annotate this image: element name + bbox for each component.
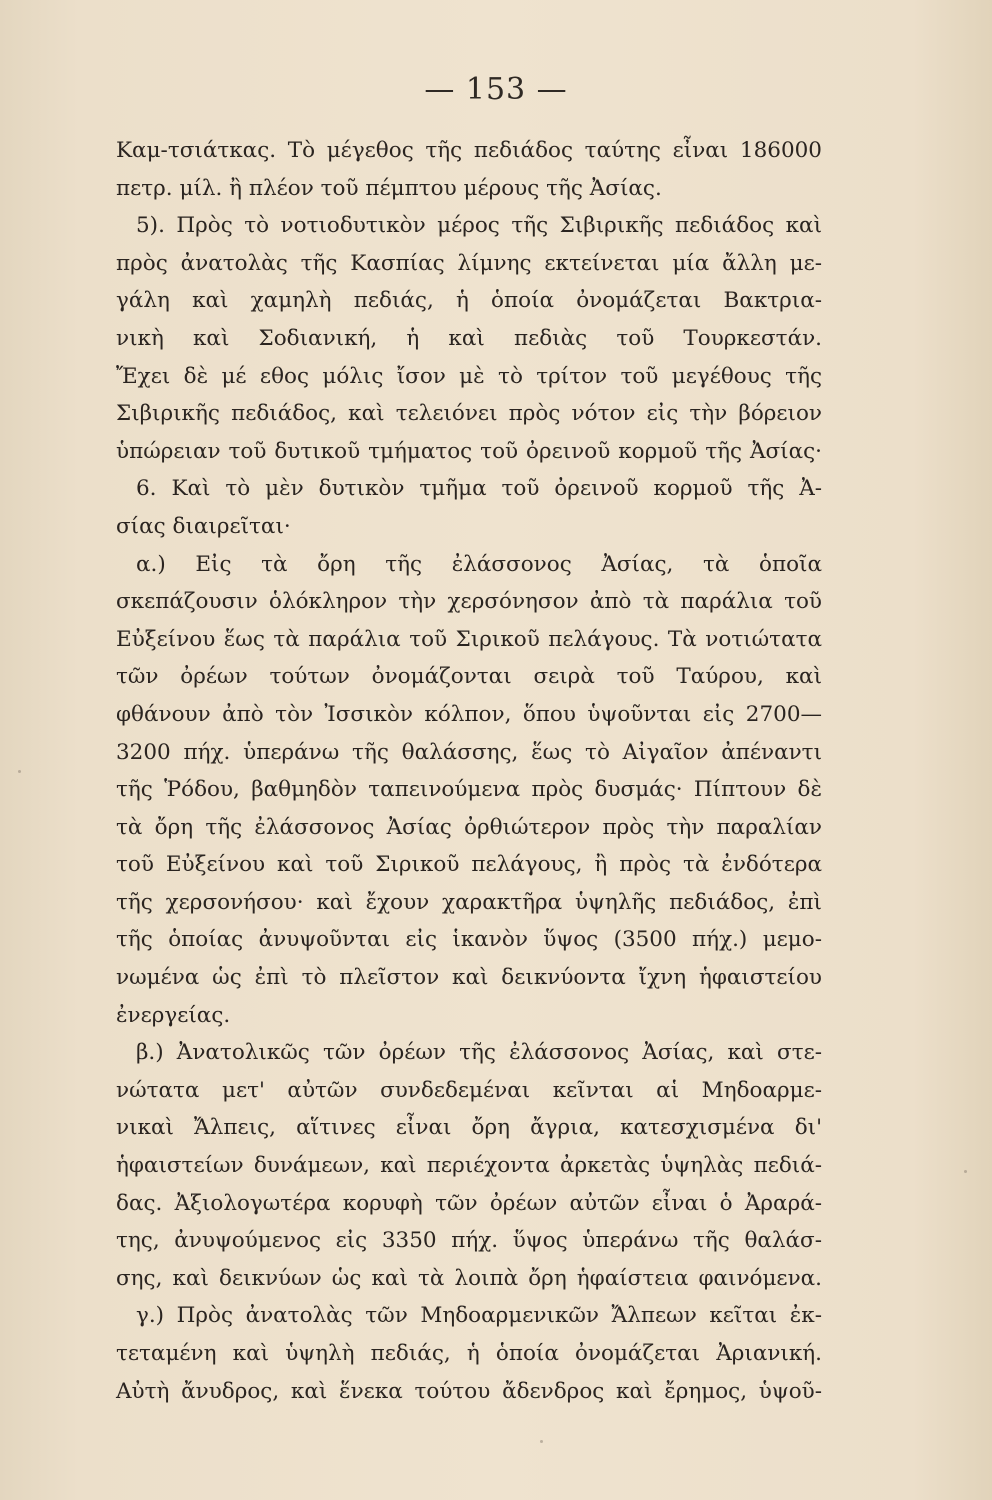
text-line: 3200 πήχ. ὑπεράνω τῆς θαλάσσης, ἕως τὸ Αἰγαῖον ἀπέναντι bbox=[116, 739, 822, 765]
text-line: σίας διαιρεῖται· bbox=[116, 513, 291, 539]
text-line: τῆς Ῥόδου, βαθμηδὸν ταπεινούμενα πρὸς δυσμάς· Πίπτουν δὲ bbox=[116, 777, 822, 803]
text-line: τῶν ὀρέων τούτων ὀνομάζονται σειρὰ τοῦ Ταύρου, καὶ bbox=[116, 664, 822, 690]
text-line: ἐνεργείας. bbox=[116, 1002, 231, 1028]
text-line: σκεπάζουσιν ὁλόκληρον τὴν χερσόνησον ἀπὸ τὰ παράλια τοῦ bbox=[116, 589, 822, 615]
text-line: νικὴ καὶ Σοδιανική, ἡ καὶ πεδιὰς τοῦ Τουρκεστάν. bbox=[116, 325, 822, 351]
text-line: 5). Πρὸς τὸ νοτιοδυτικὸν μέρος τῆς Σιβιρικῆς πεδιάδος καὶ bbox=[136, 213, 822, 239]
paper-speck bbox=[964, 1170, 967, 1173]
text-line: σης, καὶ δεικνύων ὡς καὶ τὰ λοιπὰ ὄρη ἡφαίστεια φαινόμενα. bbox=[116, 1265, 822, 1291]
page-number: — 153 — bbox=[424, 72, 568, 107]
text-line: νώτατα μετ' αὐτῶν συνδεδεμέναι κεῖνται αἱ Μηδοαρμε- bbox=[116, 1077, 822, 1103]
text-line: πρὸς ἀνατολὰς τῆς Κασπίας λίμνης εκτείνεται μία ἄλλη με- bbox=[116, 250, 822, 276]
paper-speck bbox=[18, 770, 21, 773]
text-line: φθάνουν ἀπὸ τὸν Ἰσσικὸν κόλπον, ὅπου ὑψοῦνται εἰς 2700— bbox=[116, 701, 822, 727]
text-line: τὰ ὄρη τῆς ἐλάσσονος Ἀσίας ὀρθιώτερον πρὸς τὴν παραλίαν bbox=[116, 814, 822, 840]
text-line: γάλη καὶ χαμηλὴ πεδιάς, ἡ ὁποία ὀνομάζεται Βακτρια- bbox=[116, 288, 822, 314]
text-line: Εὐξείνου ἕως τὰ παράλια τοῦ Σιρικοῦ πελάγους. Τὰ νοτιώτατα bbox=[116, 626, 822, 652]
text-line: δας. Ἀξιολογωτέρα κορυφὴ τῶν ὀρέων αὐτῶν εἶναι ὁ Ἀραρά- bbox=[116, 1190, 822, 1216]
text-line: Σιβιρικῆς πεδιάδος, καὶ τελειόνει πρὸς νότον εἰς τὴν βόρειον bbox=[116, 401, 822, 427]
text-line: Ἔχει δὲ μέ εθος μόλις ἴσον μὲ τὸ τρίτον τοῦ μεγέθους τῆς bbox=[116, 363, 822, 389]
text-line: 6. Καὶ τὸ μὲν δυτικὸν τμῆμα τοῦ ὀρεινοῦ κορμοῦ τῆς Ἀ- bbox=[136, 476, 822, 502]
text-line: β.) Ἀνατολικῶς τῶν ὀρέων τῆς ἐλάσσονος Ἀσίας, καὶ στε- bbox=[136, 1040, 822, 1066]
text-line: γ.) Πρὸς ἀνατολὰς τῶν Μηδοαρμενικῶν Ἄλπεων κεῖται ἐκ- bbox=[136, 1303, 822, 1329]
body-text bbox=[116, 132, 822, 1410]
text-line: τοῦ Εὐξείνου καὶ τοῦ Σιρικοῦ πελάγους, ἢ πρὸς τὰ ἐνδότερα bbox=[116, 852, 822, 878]
text-line: νωμένα ὡς ἐπὶ τὸ πλεῖστον καὶ δεικνύοντα ἴχνη ἡφαιστείου bbox=[116, 965, 822, 991]
paper-speck bbox=[540, 1440, 543, 1443]
text-line: τεταμένη καὶ ὑψηλὴ πεδιάς, ἡ ὁποία ὀνομάζεται Ἀριανική. bbox=[116, 1341, 822, 1366]
text-line: ἡφαιστείων δυνάμεων, καὶ περιέχοντα ἀρκετὰς ὑψηλὰς πεδιά- bbox=[116, 1153, 822, 1179]
text-line: τῆς ὁποίας ἀνυψοῦνται εἰς ἱκανὸν ὕψος (3500 πήχ.) μεμο- bbox=[116, 927, 822, 953]
text-line: Καμ-τσιάτκας. Τὸ μέγεθος τῆς πεδιάδος ταύτης εἶναι 186000 bbox=[116, 138, 822, 163]
text-line: της, ἀνυψούμενος εἰς 3350 πήχ. ὕψος ὑπεράνω τῆς θαλάσ- bbox=[116, 1228, 822, 1254]
text-line: πετρ. μίλ. ἢ πλέον τοῦ πέμπτου μέρους τῆς Ἀσίας. bbox=[116, 175, 662, 201]
text-line: τῆς χερσονήσου· καὶ ἔχουν χαρακτῆρα ὑψηλῆς πεδιάδος, ἐπὶ bbox=[116, 889, 822, 915]
text-line: α.) Εἰς τὰ ὄρη τῆς ἐλάσσονος Ἀσίας, τὰ ὁποῖα bbox=[136, 551, 822, 577]
text-line: Αὐτὴ ἄνυδρος, καὶ ἕνεκα τούτου ἄδενδρος καὶ ἔρημος, ὑψοῦ- bbox=[116, 1378, 822, 1404]
text-line: νικαὶ Ἄλπεις, αἵτινες εἶναι ὄρη ἄγρια, κατεσχισμένα δι' bbox=[116, 1115, 822, 1141]
text-line: ὑπώρειαν τοῦ δυτικοῦ τμήματος τοῦ ὀρεινοῦ κορμοῦ τῆς Ἀσίας· bbox=[116, 438, 822, 464]
